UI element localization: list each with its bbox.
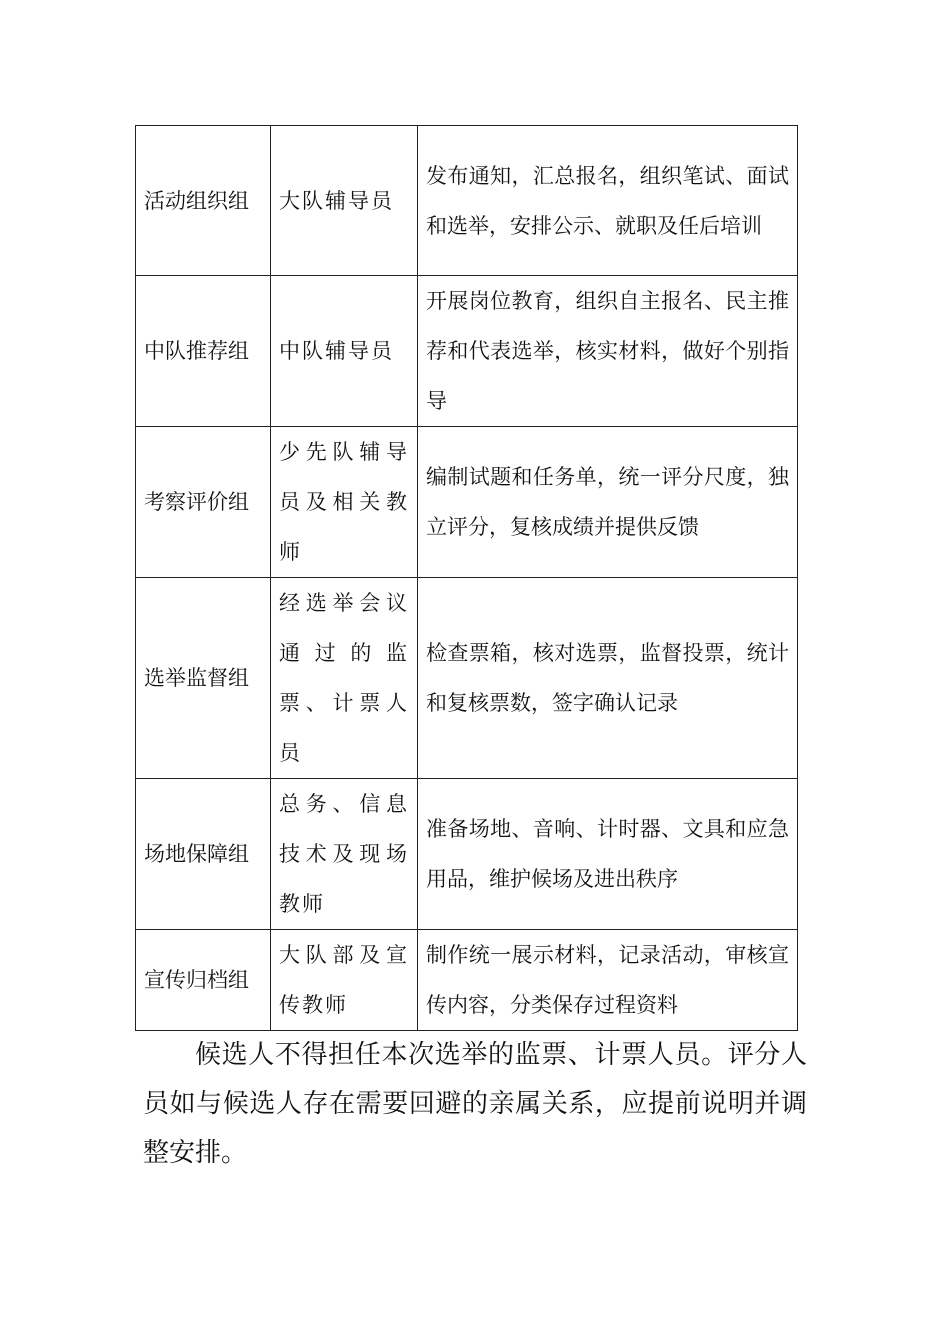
duty-cell: 编制试题和任务单，统一评分尺度，独立评分，复核成绩并提供反馈 <box>418 427 798 578</box>
duty-cell: 准备场地、音响、计时器、文具和应急用品，维护候场及进出秩序 <box>418 779 798 930</box>
body-paragraph: 候选人不得担任本次选举的监票、计票人员。评分人员如与候选人存在需要回避的亲属关系，应提前说明并调整安排。 <box>143 1040 807 1168</box>
duty-cell: 发布通知，汇总报名，组织笔试、面试和选举，安排公示、就职及任后培训 <box>418 126 798 276</box>
staff-cell: 少先队辅导员及相关教师 <box>271 427 418 578</box>
duty-cell: 检查票箱，核对选票，监督投票，统计和复核票数，签字确认记录 <box>418 578 798 779</box>
staff-cell: 大队部及宣传教师 <box>271 930 418 1031</box>
table-row <box>136 779 798 930</box>
group-name-cell: 考察评价组 <box>136 427 271 578</box>
staff-cell: 中队辅导员 <box>271 276 418 427</box>
group-name-cell: 活动组织组 <box>136 126 271 276</box>
table-row <box>136 126 798 276</box>
group-name-cell: 场地保障组 <box>136 779 271 930</box>
duty-cell: 制作统一展示材料，记录活动，审核宣传内容，分类保存过程资料 <box>418 930 798 1031</box>
table-row <box>136 930 798 1031</box>
group-name-cell: 宣传归档组 <box>136 930 271 1031</box>
duty-cell: 开展岗位教育，组织自主报名、民主推荐和代表选举，核实材料，做好个别指导 <box>418 276 798 427</box>
group-name-cell: 中队推荐组 <box>136 276 271 427</box>
group-name-cell: 选举监督组 <box>136 578 271 779</box>
table-row <box>136 578 798 779</box>
table-row <box>136 276 798 427</box>
staff-cell: 总务、信息技术及现场教师 <box>271 779 418 930</box>
staff-cell: 大队辅导员 <box>271 126 418 276</box>
table-row <box>136 427 798 578</box>
staff-cell: 经选举会议通过的监票、计票人员 <box>271 578 418 779</box>
duty-assignment-table <box>135 125 798 1031</box>
